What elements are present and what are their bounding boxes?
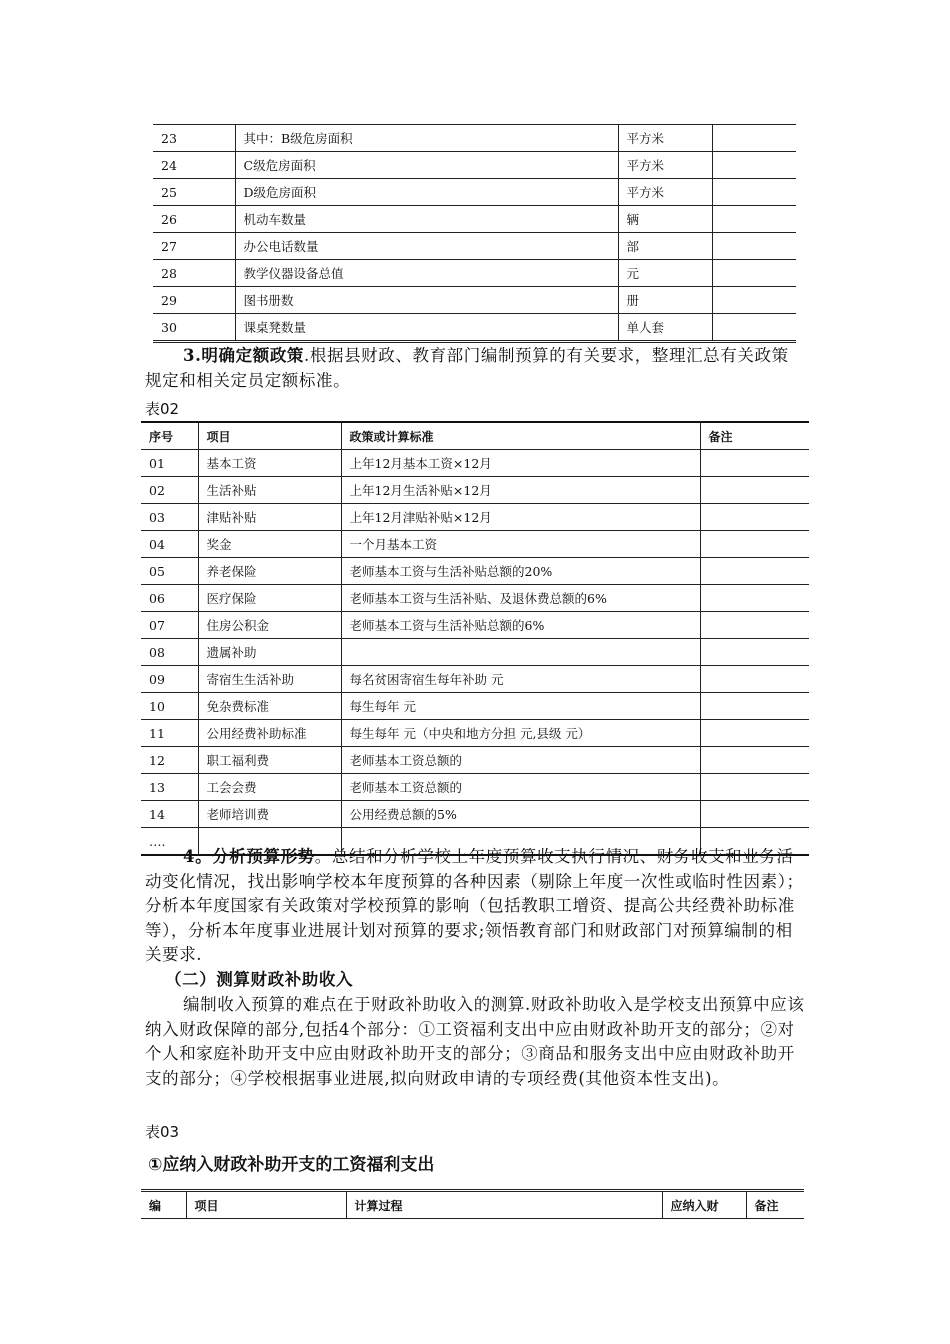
table-cell: 机动车数量: [235, 206, 618, 233]
section-4-text: 。总结和分析学校上年度预算收支执行情况、财务收支和业务活动变化情况，找出影响学校本年度预算的各种因素（剔除上年度一次性或临时性因素）；分析本年度国家有关政策对学校预算的影响（包括教职工增资、提高公共经费补助标准等），分析本年度事业进展计划对预算的要求;领悟教育部门和财政部门对预算编制的相关要求.: [145, 847, 804, 964]
table-cell: 29: [153, 287, 235, 314]
header-cell: 序号: [141, 422, 198, 450]
table-cell: 10: [141, 693, 198, 720]
table-cell: [700, 504, 809, 531]
table-cell: 07: [141, 612, 198, 639]
table-cell: [712, 314, 796, 342]
table-cell: 元: [618, 260, 712, 287]
table-cell: [712, 287, 796, 314]
header-cell: 政策或计算标准: [341, 422, 700, 450]
table-cell: 公用经费总额的5%: [341, 801, 700, 828]
asset-table: [153, 124, 796, 343]
table-cell: 辆: [618, 206, 712, 233]
table-3-caption: 表03: [145, 1123, 180, 1141]
table-cell: 部: [618, 233, 712, 260]
table-cell: [712, 206, 796, 233]
table-cell: 教学仪器设备总值: [235, 260, 618, 287]
table-cell: [700, 801, 809, 828]
table-cell: [700, 477, 809, 504]
header-cell: 编: [141, 1191, 186, 1219]
table-cell: 办公电话数量: [235, 233, 618, 260]
table-cell: 24: [153, 152, 235, 179]
table-cell: 28: [153, 260, 235, 287]
table-row: [153, 260, 796, 287]
table-cell: 老师基本工资与生活补贴、及退休费总额的6%: [341, 585, 700, 612]
section-4-heading: 4。分析预算形势: [183, 847, 315, 866]
table-2-header-row: [141, 422, 809, 450]
table-row: [153, 206, 796, 233]
table-row: [153, 314, 796, 342]
table-cell: [700, 558, 809, 585]
table-cell: 上年12月津贴补贴×12月: [341, 504, 700, 531]
table-cell: 单人套: [618, 314, 712, 342]
table-cell: 图书册数: [235, 287, 618, 314]
table-row: [141, 504, 809, 531]
table-row: [141, 450, 809, 477]
header-cell: 项目: [198, 422, 341, 450]
table-cell: [712, 260, 796, 287]
table-cell: 老师基本工资总额的: [341, 774, 700, 801]
table-cell: 每名贫困寄宿生每年补助 元: [341, 666, 700, 693]
table-cell: 免杂费标准: [198, 693, 341, 720]
table-cell: 课桌凳数量: [235, 314, 618, 342]
header-cell: 备注: [746, 1191, 804, 1219]
table-cell: 25: [153, 179, 235, 206]
table-cell: 26: [153, 206, 235, 233]
header-cell: 项目: [186, 1191, 346, 1219]
table-cell: [712, 152, 796, 179]
table-row: [153, 233, 796, 260]
table-row: [141, 747, 809, 774]
table-cell: 津贴补贴: [198, 504, 341, 531]
table-cell: 04: [141, 531, 198, 558]
table-cell: 平方米: [618, 152, 712, 179]
table-cell: 上年12月生活补贴×12月: [341, 477, 700, 504]
table-row: [153, 152, 796, 179]
table-row: [153, 179, 796, 206]
table-row: [141, 720, 809, 747]
table-cell: 基本工资: [198, 450, 341, 477]
table-cell: 生活补贴: [198, 477, 341, 504]
header-cell: 备注: [700, 422, 809, 450]
table-cell: [712, 179, 796, 206]
table-cell: D级危房面积: [235, 179, 618, 206]
table-row: [141, 612, 809, 639]
table-cell: 寄宿生生活补助: [198, 666, 341, 693]
table-cell: 老师基本工资与生活补贴总额的20%: [341, 558, 700, 585]
table-3-title: ①应纳入财政补助开支的工资福利支出: [148, 1155, 435, 1175]
table-3-header-row: [141, 1191, 804, 1219]
table-cell: 12: [141, 747, 198, 774]
section-3-paragraph: [145, 344, 805, 393]
section-b-paragraph: 编制收入预算的难点在于财政补助收入的测算.财政补助收入是学校支出预算中应该纳入财政保障的部分,包括4个部分：①工资福利支出中应由财政补助开支的部分；②对个人和家庭补助开支中应由财政补助开支的部分；③商品和服务支出中应由财政补助开支的部分；④学校根据事业进展,拟向财政申请的专项经费(其他资本性支出)。: [145, 995, 805, 1088]
table-cell: 上年12月基本工资×12月: [341, 450, 700, 477]
table-cell: [700, 774, 809, 801]
table-cell: 14: [141, 801, 198, 828]
policy-standards-table: [141, 421, 809, 856]
table-cell: 23: [153, 125, 235, 152]
table-cell: 住房公积金: [198, 612, 341, 639]
table-cell: 11: [141, 720, 198, 747]
table-cell: 工会会费: [198, 774, 341, 801]
table-cell: [700, 450, 809, 477]
table-cell: 30: [153, 314, 235, 342]
table-cell: [700, 720, 809, 747]
table-cell: 05: [141, 558, 198, 585]
table-row: [141, 531, 809, 558]
table-cell: [700, 747, 809, 774]
table-cell: 职工福利费: [198, 747, 341, 774]
table-row: [141, 666, 809, 693]
table-cell: 一个月基本工资: [341, 531, 700, 558]
table-cell: 公用经费补助标准: [198, 720, 341, 747]
table-row: [153, 125, 796, 152]
header-cell: 应纳入财: [662, 1191, 746, 1219]
table-cell: [700, 693, 809, 720]
table-row: [141, 801, 809, 828]
table-cell: 每生每年 元: [341, 693, 700, 720]
table-cell: 每生每年 元（中央和地方分担 元,县级 元）: [341, 720, 700, 747]
table-cell: [700, 531, 809, 558]
table-cell: 01: [141, 450, 198, 477]
table-cell: 医疗保险: [198, 585, 341, 612]
table-cell: 老师基本工资总额的: [341, 747, 700, 774]
table-cell: 老师基本工资与生活补贴总额的6%: [341, 612, 700, 639]
table-cell: 遗属补助: [198, 639, 341, 666]
table-cell: [700, 585, 809, 612]
table-cell: 02: [141, 477, 198, 504]
table-cell: [700, 612, 809, 639]
table-cell: [341, 639, 700, 666]
table-row: [141, 639, 809, 666]
table-cell: 奖金: [198, 531, 341, 558]
section-b-heading: （二）测算财政补助收入: [165, 970, 354, 989]
table-cell: [712, 233, 796, 260]
table-row: [141, 774, 809, 801]
table-cell: ….: [141, 828, 198, 856]
table-cell: 养老保险: [198, 558, 341, 585]
table-cell: 09: [141, 666, 198, 693]
table-row: [141, 477, 809, 504]
table-cell: [700, 666, 809, 693]
salary-welfare-table: [141, 1189, 804, 1219]
table-cell: [712, 125, 796, 152]
table-cell: 老师培训费: [198, 801, 341, 828]
table-row: [141, 585, 809, 612]
table-cell: 13: [141, 774, 198, 801]
table-cell: 册: [618, 287, 712, 314]
section-4-paragraph: [145, 845, 807, 968]
table-cell: [700, 639, 809, 666]
table-row: [141, 693, 809, 720]
header-cell: 计算过程: [346, 1191, 662, 1219]
table-cell: 其中：B级危房面积: [235, 125, 618, 152]
section-3-text: .根据县财政、教育部门编制预算的有关要求，整理汇总有关政策规定和相关定员定额标准。: [145, 346, 789, 390]
table-2-caption: 表02: [145, 400, 180, 418]
table-cell: 06: [141, 585, 198, 612]
table-row: [141, 558, 809, 585]
table-cell: 平方米: [618, 125, 712, 152]
table-cell: 03: [141, 504, 198, 531]
table-cell: 平方米: [618, 179, 712, 206]
table-row: [153, 287, 796, 314]
table-cell: 08: [141, 639, 198, 666]
table-cell: 27: [153, 233, 235, 260]
table-cell: C级危房面积: [235, 152, 618, 179]
section-3-heading: 3.明确定额政策: [183, 346, 305, 365]
